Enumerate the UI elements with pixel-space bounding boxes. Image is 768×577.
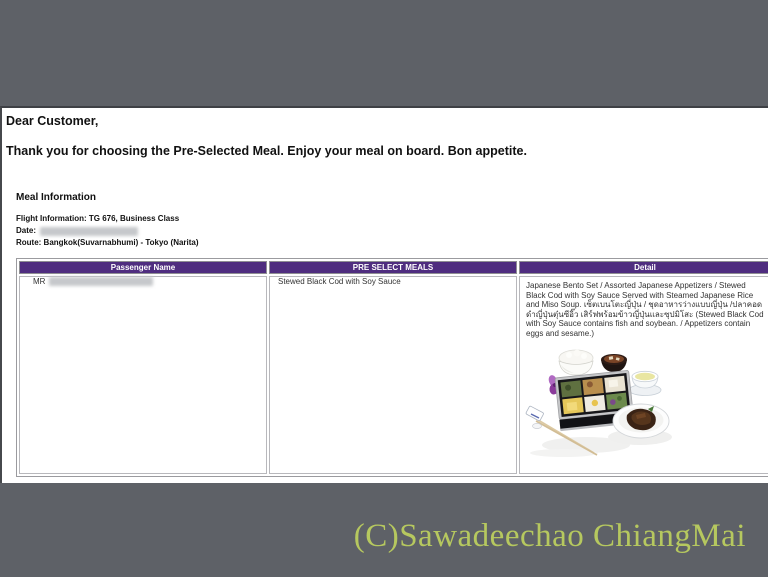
date-line xyxy=(16,225,199,237)
passenger-name-cell xyxy=(19,276,267,474)
selected-meal-cell xyxy=(269,276,517,474)
passenger-name-redacted-blur xyxy=(49,277,153,286)
passenger-title: MR xyxy=(33,277,46,286)
stewed-cod-dish-icon xyxy=(613,404,669,438)
flight-info-block xyxy=(16,213,199,249)
date-label: Date: xyxy=(16,226,37,235)
meal-detail-text: Japanese Bento Set / Assorted Japanese Appetizers / Stewed Black Cod with Soy Sauce Served with Steamed Japanese Rice and Miso Soup. เซ็ตเบนโตะญี่ปุ่น / ชุดอาหารว่างแบบญี่ปุ่น /ปลาคอดดำญี่ปุ่นตุ๋นซีอิ๊ว เสิร์ฟพร้อมข้าวญี่ปุ่นและซุปมิโสะ (Stewed Black Cod with Soy Sauce contains fish and soybean. / Appetizers contain eggs and sesame.) xyxy=(526,281,764,338)
header-passenger-name: Passenger Name xyxy=(19,261,267,274)
bento-meal-photo xyxy=(524,345,682,465)
meal-confirmation-document xyxy=(0,106,768,483)
rice-bowl-icon xyxy=(559,349,593,374)
meal-detail-cell xyxy=(519,276,768,474)
table-row xyxy=(19,276,768,474)
miso-soup-bowl-icon xyxy=(601,354,627,372)
greeting-text: Dear Customer, xyxy=(6,114,99,128)
table-header-row xyxy=(19,261,768,274)
meal-information-heading: Meal Information xyxy=(16,192,97,203)
header-pre-select-meals: PRE SELECT MEALS xyxy=(269,261,517,274)
thank-you-message: Thank you for choosing the Pre-Selected Meal. Enjoy your meal on board. Bon appetite. xyxy=(6,144,527,158)
photographer-watermark: (C)Sawadeechao ChiangMai xyxy=(353,518,746,554)
flight-info-line: Flight Information: TG 676, Business Class xyxy=(16,214,180,223)
selected-meal-text: Stewed Black Cod with Soy Sauce xyxy=(278,277,401,286)
pre-selected-meal-table xyxy=(16,258,768,477)
route-line: Route: Bangkok(Suvarnabhumi) - Tokyo (Narita) xyxy=(16,238,199,247)
date-redacted-blur xyxy=(40,227,138,236)
header-detail: Detail xyxy=(519,261,768,274)
tea-cup-icon xyxy=(629,371,661,395)
